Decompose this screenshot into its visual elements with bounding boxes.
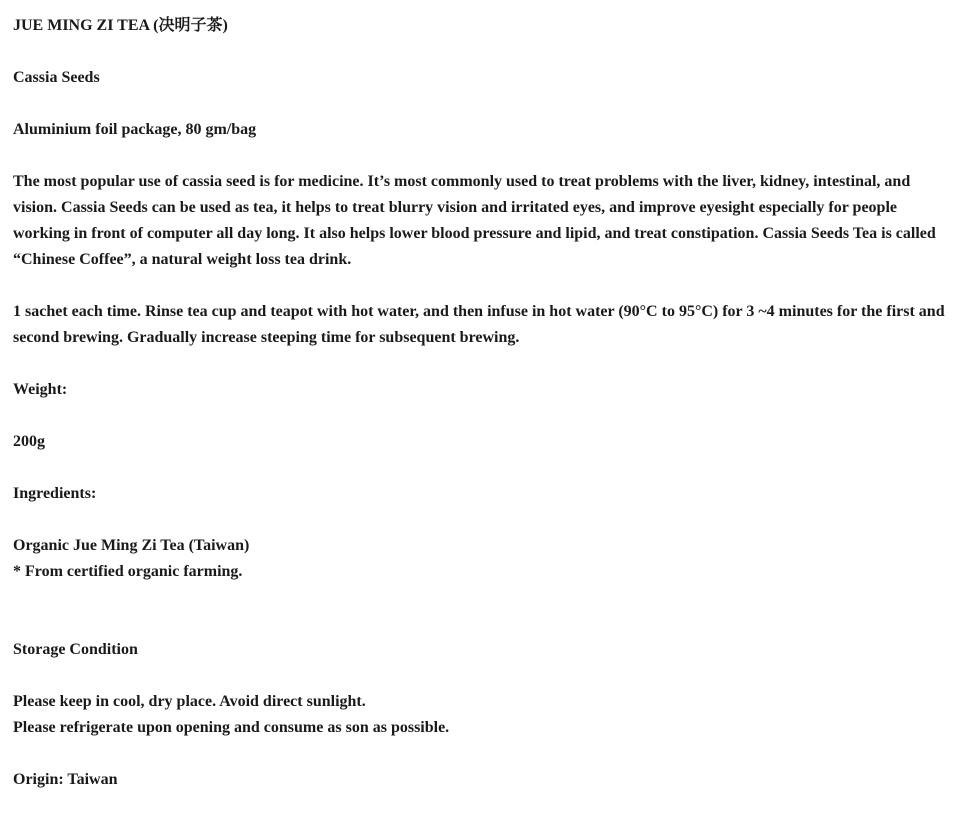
ingredient-note: * From certified organic farming. bbox=[13, 563, 243, 580]
weight-label: Weight: bbox=[13, 381, 68, 398]
ingredients-label: Ingredients: bbox=[13, 485, 97, 502]
origin-info: Origin: Taiwan bbox=[13, 771, 118, 788]
product-subtitle: Cassia Seeds bbox=[13, 69, 100, 86]
storage-line-1: Please keep in cool, dry place. Avoid direct sunlight. bbox=[13, 693, 366, 710]
weight-value: 200g bbox=[13, 433, 45, 450]
brewing-instructions: 1 sachet each time. Rinse tea cup and teapot with hot water, and then infuse in hot water (90°C to 95°C) for 3 ~4 minutes for the first and second brewing. Gradually increase steeping time for subsequent brewing. bbox=[13, 303, 945, 346]
product-title: JUE MING ZI TEA (决明子茶) bbox=[13, 17, 228, 34]
storage-label: Storage Condition bbox=[13, 641, 138, 658]
storage-instructions bbox=[13, 689, 947, 741]
ingredients-list bbox=[13, 533, 947, 585]
storage-line-2: Please refrigerate upon opening and consume as son as possible. bbox=[13, 719, 450, 736]
description-text: The most popular use of cassia seed is for medicine. It’s most commonly used to treat problems with the liver, kidney, intestinal, and vision. Cassia Seeds can be used as tea, it helps to treat blurry vision and irritated eyes, and improve eyesight especially for people working in front of computer all day long. It also helps lower blood pressure and lipid, and treat constipation. Cassia Seeds Tea is called “Chinese Coffee”, a natural weight loss tea drink. bbox=[13, 173, 936, 268]
ingredient-item: Organic Jue Ming Zi Tea (Taiwan) bbox=[13, 537, 250, 554]
package-info: Aluminium foil package, 80 gm/bag bbox=[13, 121, 257, 138]
